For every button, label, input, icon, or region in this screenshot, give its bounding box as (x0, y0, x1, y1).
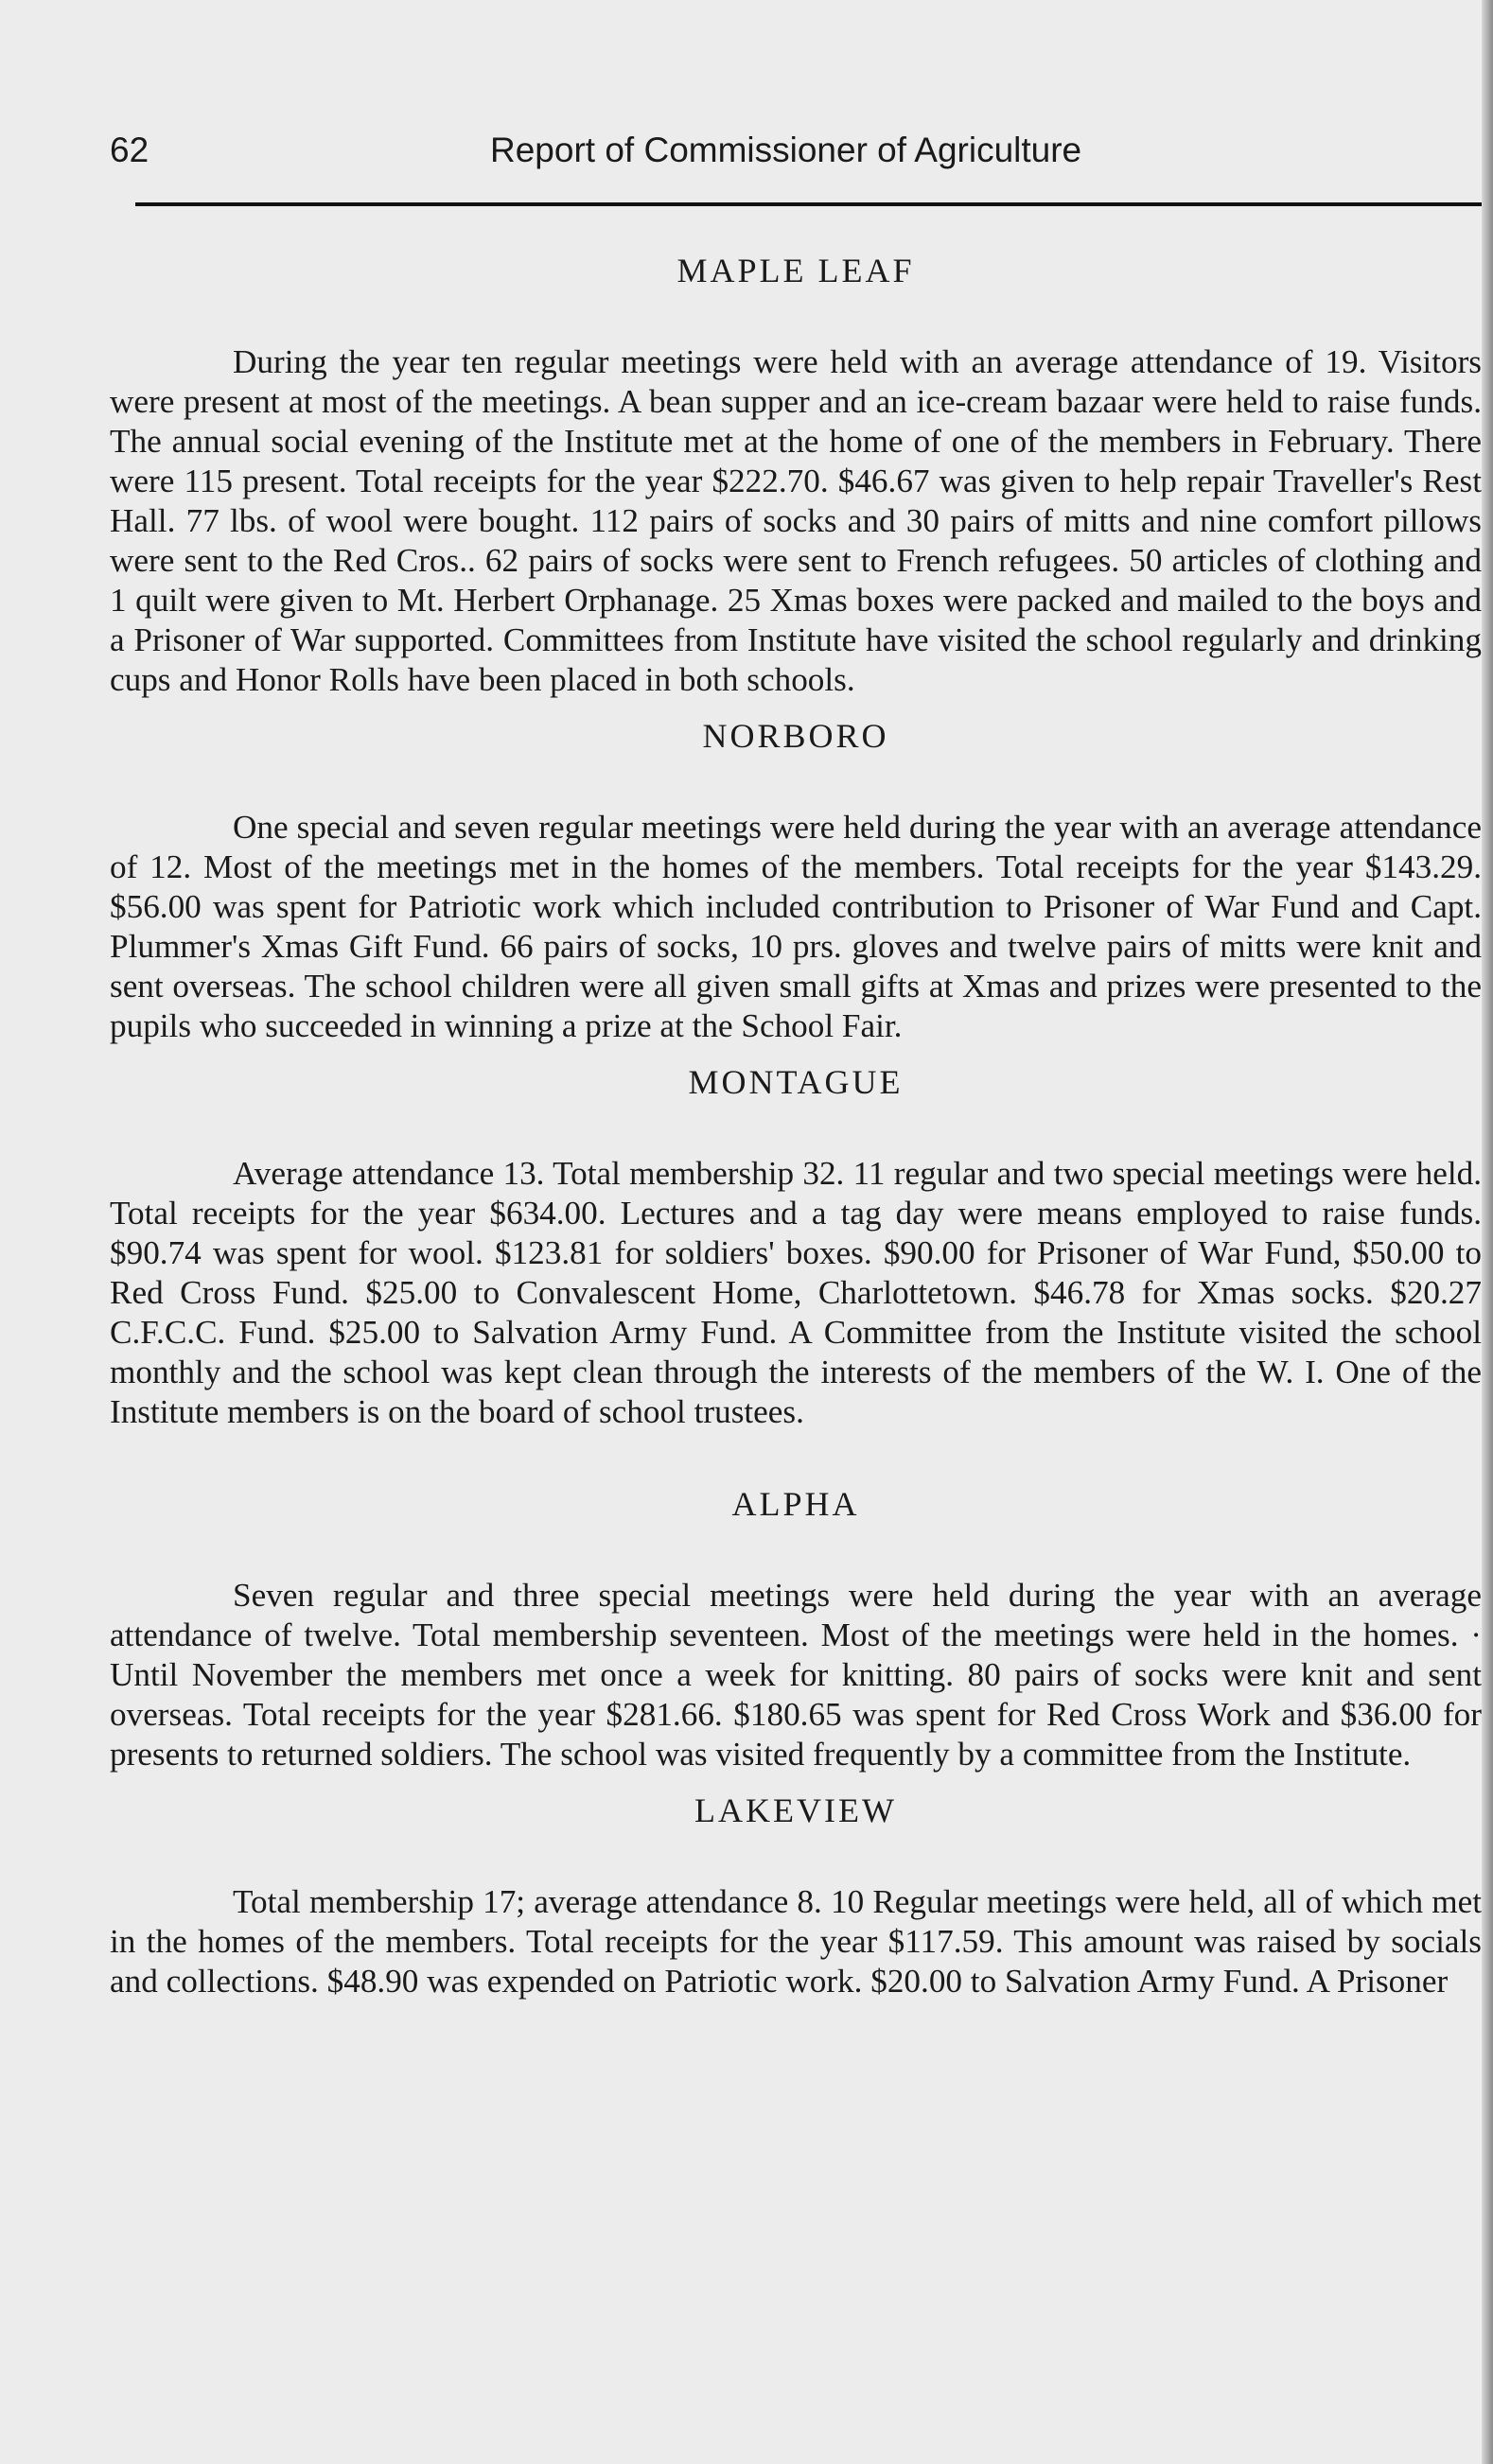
page-number: 62 (110, 131, 149, 169)
header-rule (135, 202, 1482, 206)
section-body-alpha: Seven regular and three special meetings were held during the year with an average attendance of twelve. Total membership seventeen. Most of the meetings were held in the homes. · Until November the members met once a week for knitting. 80 pairs of socks were knit and sent overseas. Total receipts for the year $281.66. $180.65 was spent for Red Cross Work and $36.00 for presents to returned soldiers. The school was visited frequently by a committee from the Institute. (110, 1577, 1482, 1773)
section-heading-maple-leaf: MAPLE LEAF (676, 252, 915, 289)
section-heading-lakeview: LAKEVIEW (694, 1791, 897, 1829)
section-heading-montague: MONTAGUE (688, 1063, 904, 1101)
page-content (110, 248, 1482, 2001)
page-edge-shadow (1482, 0, 1493, 2464)
section-body-lakeview: Total membership 17; average attendance 8. 10 Regular meetings were held, all of which met in the homes of the members. Total receipts for the year $117.59. This amount was raised by socials and collections. $48.90 was expended on Patriotic work. $20.00 to Salvation Army Fund. A Prisoner (110, 1883, 1482, 2000)
section-body-maple-leaf: During the year ten regular meetings were held with an average attendance of 19. Visitors were present at most of the meetings. A bean supper and an ice-cream bazaar were held to raise funds. The annual social evening of the Institute met at the home of one of the members in February. There were 115 present. Total receipts for the year $222.70. $46.67 was given to help repair Traveller's Rest Hall. 77 lbs. of wool were bought. 112 pairs of socks and 30 pairs of mitts and nine comfort pillows were sent to the Red Cros.. 62 pairs of socks were sent to French refugees. 50 articles of clothing and 1 quilt were given to Mt. Herbert Orphanage. 25 Xmas boxes were packed and mailed to the boys and a Prisoner of War supported. Committees from Institute have visited the school regularly and drinking cups and Honor Rolls have been placed in both schools. (110, 343, 1482, 698)
running-title: Report of Commissioner of Agriculture (490, 131, 1082, 169)
section-body-norboro: One special and seven regular meetings were held during the year with an average attendance of 12. Most of the meetings met in the homes of the members. Total receipts for the year $143.29. $56.00 was spent for Patriotic work which included contribution to Prisoner of War Fund and Capt. Plummer's Xmas Gift Fund. 66 pairs of socks, 10 prs. gloves and twelve pairs of mitts were knit and sent overseas. The school children were all given small gifts at Xmas and prizes were presented to the pupils who succeeded in winning a prize at the School Fair. (110, 809, 1482, 1044)
page-header (110, 131, 1482, 178)
section-heading-norboro: NORBORO (702, 717, 889, 755)
section-body-montague: Average attendance 13. Total membership 32. 11 regular and two special meetings were held. Total receipts for the year $634.00. Lectures and a tag day were means employed to raise funds. $90.74 was spent for wool. $123.81 for soldiers' boxes. $90.00 for Prisoner of War Fund, $50.00 to Red Cross Fund. $25.00 to Convalescent Home, Charlottetown. $46.78 for Xmas socks. $20.27 C.F.C.C. Fund. $25.00 to Salvation Army Fund. A Committee from the Institute visited the school monthly and the school was kept clean through the interests of the members of the W. I. One of the Institute members is on the board of school trustees. (110, 1155, 1482, 1430)
section-heading-alpha: ALPHA (731, 1485, 860, 1523)
